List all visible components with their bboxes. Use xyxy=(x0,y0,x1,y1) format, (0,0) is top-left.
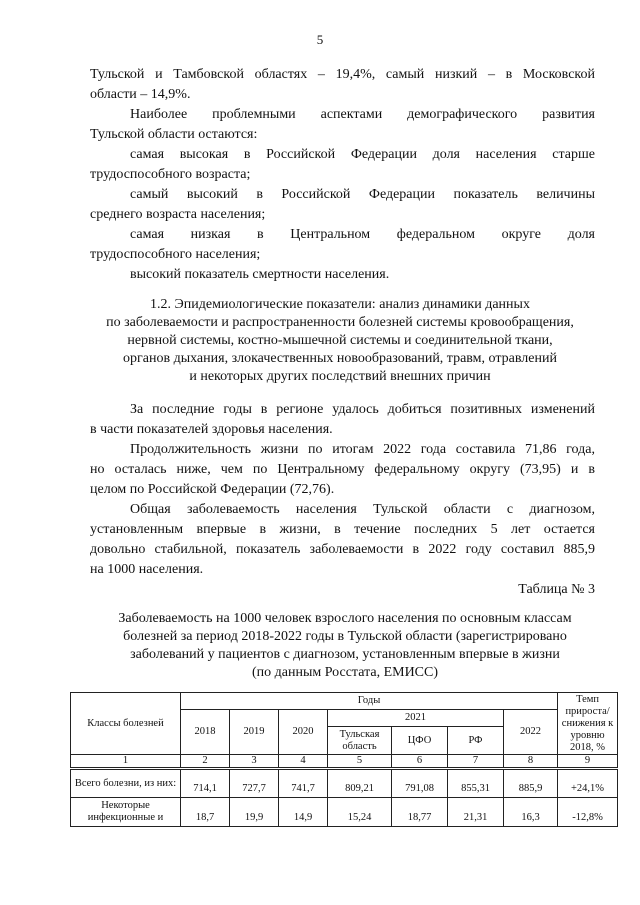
cell-value: 855,31 xyxy=(448,769,504,798)
text-line: довольно стабильной, показатель заболеваемости в 2022 году составил 885,9 xyxy=(90,542,595,557)
header-year-2018: 2018 xyxy=(181,710,230,755)
header-rf: РФ xyxy=(448,727,504,755)
text-line: в части показателей здоровья населения. xyxy=(90,422,333,437)
text-line: на 1000 населения. xyxy=(90,562,204,577)
text-line: Общая заболеваемость населения Тульской области с диагнозом, xyxy=(130,502,595,517)
header-year-2022: 2022 xyxy=(504,710,558,755)
cell-value: 727,7 xyxy=(230,769,279,798)
table-caption-line: Заболеваемость на 1000 человек взрослого населения по основным классам xyxy=(118,611,572,626)
row-disease-class: Всего болезни, из них: xyxy=(71,769,181,798)
col-number: 4 xyxy=(279,755,328,769)
text-line: самая высокая в Российской Федерации доля населения старше xyxy=(130,147,595,162)
cell-value: 885,9 xyxy=(504,769,558,798)
text-line: За последние годы в регионе удалось добиться позитивных изменений xyxy=(130,402,595,417)
text-line: среднего возраста населения; xyxy=(90,207,266,222)
table-row xyxy=(71,769,618,798)
col-number: 8 xyxy=(504,755,558,769)
col-number: 1 xyxy=(71,755,181,769)
header-classes: Классы болезней xyxy=(71,693,181,755)
header-years: Годы xyxy=(181,693,558,710)
page-number: 5 xyxy=(316,32,324,47)
cell-value: 18,7 xyxy=(181,798,230,827)
cell-value: 18,77 xyxy=(392,798,448,827)
morbidity-table xyxy=(70,692,618,827)
col-number: 6 xyxy=(392,755,448,769)
table-caption-line: болезней за период 2018-2022 годы в Тульской области (зарегистрировано xyxy=(123,629,567,644)
table-label: Таблица № 3 xyxy=(518,582,595,597)
cell-value: +24,1% xyxy=(558,769,618,798)
section-heading-line: по заболеваемости и распространенности болезней системы кровообращения, xyxy=(106,315,574,330)
header-year-2021: 2021 xyxy=(328,710,504,727)
section-heading-line: и некоторых других последствий внешних причин xyxy=(189,369,491,384)
text-line: целом по Российской Федерации (72,76). xyxy=(90,482,335,497)
col-number: 5 xyxy=(328,755,392,769)
col-number: 7 xyxy=(448,755,504,769)
text-line: самая низкая в Центральном федеральном округе доля xyxy=(130,227,595,242)
cell-value: 714,1 xyxy=(181,769,230,798)
text-line: трудоспособного населения; xyxy=(90,247,261,262)
table-row xyxy=(71,798,618,827)
cell-value: 14,9 xyxy=(279,798,328,827)
text-line: Тульской области остаются: xyxy=(90,127,258,142)
header-tula-region: Тульская область xyxy=(328,727,392,755)
text-line: Наиболее проблемными аспектами демографического развития xyxy=(130,107,595,122)
cell-value: 21,31 xyxy=(448,798,504,827)
text-line: самый высокий в Российской Федерации показатель величины xyxy=(130,187,595,202)
text-line: установленным впервые в жизни, в течение последних 5 лет остается xyxy=(90,522,595,537)
section-heading-line: нервной системы, костно-мышечной системы и соединительной ткани, xyxy=(127,333,553,348)
cell-value: 19,9 xyxy=(230,798,279,827)
table-caption-line: заболеваний у пациентов с диагнозом, установленным впервые в жизни xyxy=(130,647,560,662)
header-year-2019: 2019 xyxy=(230,710,279,755)
column-number-row xyxy=(71,755,618,769)
cell-value: 809,21 xyxy=(328,769,392,798)
text-line: Тульской и Тамбовской областях – 19,4%, самый низкий – в Московской xyxy=(90,67,595,82)
col-number: 2 xyxy=(181,755,230,769)
row-disease-class: Некоторые инфекционные и xyxy=(71,798,181,827)
cell-value: 741,7 xyxy=(279,769,328,798)
text-line: Продолжительность жизни по итогам 2022 года составила 71,86 года, xyxy=(130,442,595,457)
text-line: но осталась ниже, чем по Центральному федеральному округу (73,95) и в xyxy=(90,462,595,477)
col-number: 9 xyxy=(558,755,618,769)
header-year-2020: 2020 xyxy=(279,710,328,755)
col-number: 3 xyxy=(230,755,279,769)
text-line: трудоспособного возраста; xyxy=(90,167,251,182)
cell-value: 15,24 xyxy=(328,798,392,827)
section-heading-line: 1.2. Эпидемиологические показатели: анализ динамики данных xyxy=(150,297,530,312)
cell-value: -12,8% xyxy=(558,798,618,827)
cell-value: 16,3 xyxy=(504,798,558,827)
text-line: высокий показатель смертности населения. xyxy=(130,267,390,282)
header-growth-rate: Темп прироста/ снижения к уровню 2018, % xyxy=(558,693,618,755)
text-line: области – 14,9%. xyxy=(90,87,191,102)
cell-value: 791,08 xyxy=(392,769,448,798)
table-caption-line: (по данным Росстата, ЕМИСС) xyxy=(251,665,439,680)
header-cfo: ЦФО xyxy=(392,727,448,755)
section-heading-line: органов дыхания, злокачественных новообразований, травм, отравлений xyxy=(123,351,557,366)
